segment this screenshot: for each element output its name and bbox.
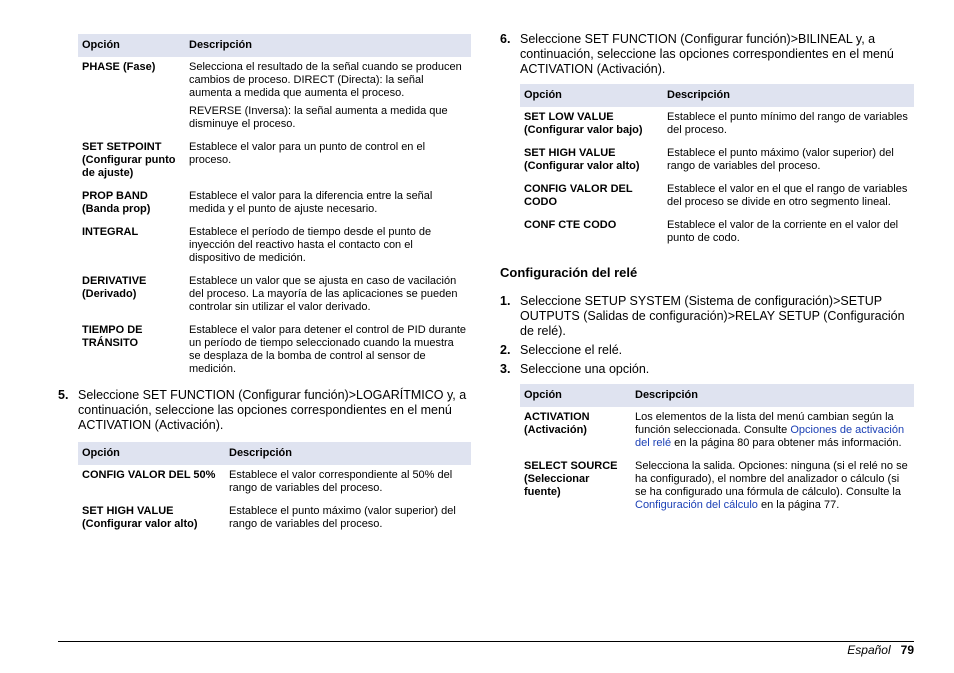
description-text: Establece el punto máximo (valor superior) del rango de variables del proceso. [229,505,456,530]
phase-options-table [78,34,471,382]
option-name: CONFIG VALOR DEL 50% [82,469,216,481]
column-header-option: Opción [520,84,663,107]
description-text: Establece el período de tiempo desde el punto de inyección del reactivo hasta el contacto con el dispositivo de medición. [189,226,432,264]
option-description [631,456,914,518]
description-text: Los elementos de la lista del menú cambian según la función seleccionada. Consulte [635,411,894,436]
step-text: Seleccione una opción. [520,362,650,376]
option-name: SET HIGH VALUE (Configurar valor alto) [82,505,198,530]
footer-rule [58,641,914,642]
option-name: CONFIG VALOR DEL CODO [524,183,633,208]
description-text: en la página 80 para obtener más información. [671,437,902,449]
column-header-option: Opción [78,34,185,57]
description-text: Selecciona el resultado de la señal cuando se producen cambios de proceso. DIRECT (Directa): la señal aumenta a medida que aumenta el proceso. [189,61,462,99]
option-description [185,137,471,186]
option-description [185,320,471,382]
step-5 [58,388,471,433]
column-header-option: Opción [520,384,631,407]
option-name: PROP BAND (Banda prop) [82,190,151,215]
description-text: REVERSE (Inversa): la señal aumenta a medida que disminuye el proceso. [189,105,448,130]
table-row [78,271,471,320]
column-header-option: Opción [78,442,225,465]
option-description [185,186,471,222]
page-number: 79 [900,643,914,657]
step-6 [500,32,914,77]
description-text: Establece el valor en el que el rango de variables del proceso se divide en otro segmento lineal. [667,183,908,208]
table-row [78,320,471,382]
description-text: Establece el valor para la diferencia entre la señal medida y el punto de ajuste necesario. [189,190,433,215]
table-row [520,179,914,215]
relay-steps [500,294,914,377]
table-row [78,57,471,137]
column-header-description: Descripción [185,34,471,57]
step-text: Seleccione SETUP SYSTEM (Sistema de configuración)>SETUP OUTPUTS (Salidas de configuración)>RELAY SETUP (Configuración de relé). [520,294,905,338]
option-description [225,501,471,537]
option-name: SET LOW VALUE (Configurar valor bajo) [524,111,643,136]
option-description [663,179,914,215]
footer-language: Español [847,643,891,657]
option-description [663,107,914,143]
right-column [500,32,914,518]
step-text: Seleccione SET FUNCTION (Configurar función)>BILINEAL y, a continuación, seleccione las opciones correspondientes en el menú ACTIVATION (Activación). [520,32,894,76]
step-2 [500,343,914,358]
table-row [520,143,914,179]
table-row [520,407,914,456]
table-row [78,137,471,186]
step-text: Seleccione el relé. [520,343,623,357]
option-description [185,271,471,320]
option-name: PHASE (Fase) [82,61,156,73]
description-text: Establece el punto máximo (valor superior) del rango de variables del proceso. [667,147,894,172]
table-row [78,222,471,271]
step-number: 3. [500,362,511,376]
option-name: DERIVATIVE (Derivado) [82,275,147,300]
page-footer [847,643,914,657]
option-description [225,465,471,501]
table-row [78,465,471,501]
step-number: 2. [500,343,511,357]
option-description [631,407,914,456]
section-heading: Configuración del relé [500,265,638,280]
option-name: SET SETPOINT (Configurar punto de ajuste) [82,141,176,179]
step-number: 5. [58,388,69,402]
description-text: en la página 77. [757,499,840,511]
table-row [520,215,914,251]
relay-options-table [520,384,914,518]
table-row [520,456,914,518]
description-text: Selecciona la salida. Opciones: ninguna (si el relé no se ha configurado), el nombre del analizador o cálculo (si se ha configurado una fórmula de cálculo). Consulte la [635,460,908,498]
step-3 [500,362,914,377]
left-column [58,34,471,537]
step-1 [500,294,914,339]
step-number: 1. [500,294,511,308]
option-description [663,215,914,251]
calculation-configuration-link[interactable]: Configuración del cálculo [635,499,758,511]
bilinear-options-table [520,84,914,251]
column-header-description: Descripción [663,84,914,107]
description-text: Establece un valor que se ajusta en caso de vacilación del proceso. La mayoría de las aplicaciones se pueden controlar sin utilizar el valor derivado. [189,275,458,313]
option-name: CONF CTE CODO [524,219,617,231]
option-description [185,57,471,137]
option-name: SET HIGH VALUE (Configurar valor alto) [524,147,640,172]
option-description [185,222,471,271]
description-text: Establece el valor de la corriente en el valor del punto de codo. [667,219,899,244]
description-text: Establece el valor para un punto de control en el proceso. [189,141,426,166]
description-text: Establece el valor para detener el control de PID durante un período de tiempo seleccionado cuando la muestra se desplaza de la bomba de control al sensor de medición. [189,324,466,375]
logarithmic-options-table [78,442,471,537]
option-name: ACTIVATION (Activación) [524,411,590,436]
table-row [78,186,471,222]
option-name: TIEMPO DE TRÁNSITO [82,324,143,349]
table-row [520,107,914,143]
table-row [78,501,471,537]
column-header-description: Descripción [225,442,471,465]
description-text: Establece el valor correspondiente al 50% del rango de variables del proceso. [229,469,453,494]
relay-activation-options-link[interactable]: Opciones de activación del relé [635,424,905,449]
description-text: Establece el punto mínimo del rango de variables del proceso. [667,111,908,136]
column-header-description: Descripción [631,384,914,407]
step-text: Seleccione SET FUNCTION (Configurar función)>LOGARÍTMICO y, a continuación, seleccione las opciones correspondientes en el menú ACTIVATION (Activación). [78,388,467,432]
step-number: 6. [500,32,511,46]
option-description [663,143,914,179]
option-name: SELECT SOURCE (Seleccionar fuente) [524,460,618,498]
option-name: INTEGRAL [82,226,139,238]
